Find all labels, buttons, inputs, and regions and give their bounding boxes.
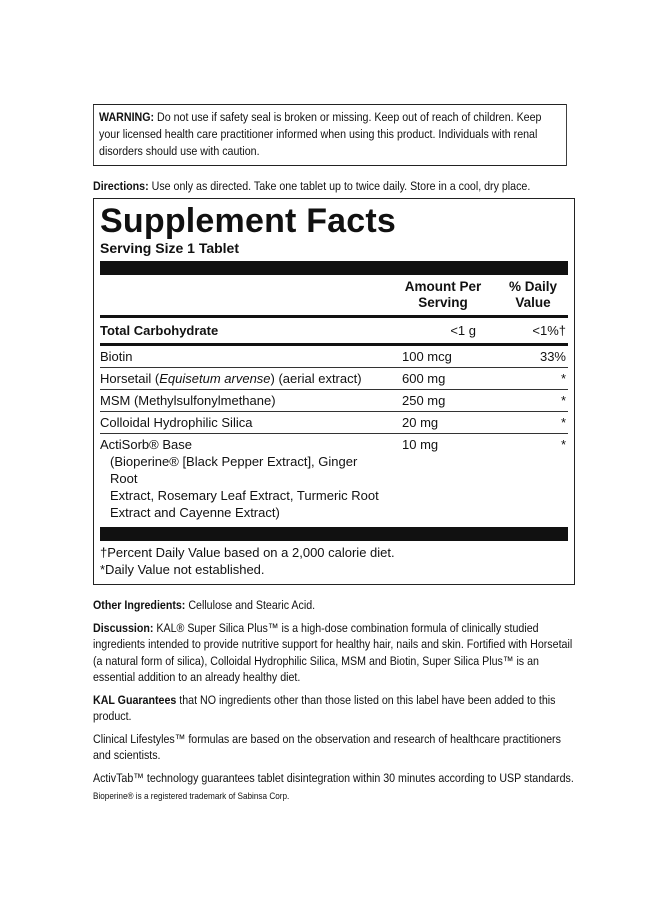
nutrient-dv: * — [560, 437, 566, 452]
nutrient-dv: * — [560, 371, 566, 386]
facts-header-row — [100, 275, 568, 318]
supplement-facts-panel — [93, 198, 575, 585]
nutrient-name: Biotin — [100, 349, 133, 364]
clinical-lifestyles: Clinical Lifestyles™ formulas are based on the observation and research of healthcare practitioners and scientists. — [93, 731, 561, 762]
facts-title: Supplement Facts — [100, 202, 397, 240]
other-ingredients-label: Other Ingredients: — [93, 598, 186, 612]
table-row — [100, 412, 568, 434]
nutrient-name: Horsetail (Equisetum arvense) (aerial extract) — [100, 371, 362, 386]
other-ingredients-text: Cellulose and Stearic Acid. — [185, 598, 316, 612]
directions-label: Directions: — [93, 179, 149, 193]
divider-bar-top — [100, 261, 568, 275]
nutrient-dv: * — [560, 393, 566, 408]
nutrient-dv: <1%† — [532, 323, 566, 338]
label-panel — [93, 104, 575, 803]
nutrient-amount: 100 mcg — [402, 349, 452, 364]
divider-bar-bottom — [100, 527, 568, 541]
table-row — [100, 318, 568, 346]
nutrient-name: MSM (Methylsulfonylmethane) — [100, 393, 276, 408]
nutrient-amount: 10 mg — [402, 437, 439, 452]
nutrient-name: Total Carbohydrate — [100, 323, 219, 338]
nutrient-name: Colloidal Hydrophilic Silica — [100, 415, 253, 430]
nutrient-amount: 600 mg — [402, 371, 446, 386]
actisorb-ingredients: (Bioperine® [Black Pepper Extract], Ginger Root Extract, Rosemary Leaf Extract, Turmeric Root Extract and Cayenne Extract) — [110, 454, 379, 520]
other-ingredients — [93, 597, 575, 614]
activtab: ActivTab™ technology guarantees tablet disintegration within 30 minutes according to USP standards. — [93, 770, 574, 785]
discussion — [93, 620, 575, 686]
table-row — [100, 434, 568, 523]
nutrient-dv: 33% — [539, 349, 566, 364]
nutrient-amount: 250 mg — [402, 393, 446, 408]
guarantee-label: KAL Guarantees — [93, 692, 177, 707]
nutrient-amount: 20 mg — [402, 415, 439, 430]
nutrient-dv: * — [560, 415, 566, 430]
warning-text: Do not use if safety seal is broken or missing. Keep out of reach of children. Keep your licensed health care practitioner informed when using this product. Individuals with renal disorders should use with caution. — [99, 110, 542, 158]
guarantee-text: that NO ingredients other than those listed on this label have been added to this product. — [93, 692, 556, 723]
discussion-label: Discussion: — [93, 620, 154, 635]
discussion-text: KAL® Super Silica Plus™ is a high-dose combination formula of clinically studied ingredients intended to provide nutritive support for healthy hair, nails and skin. Fortified with Horsetail (a natural form of silica), Colloidal Hydrophilic Silica, MSM and Biotin, Super Silica Plus™ is an essential addition to an already healthy diet. — [93, 620, 573, 684]
nutrient-name: ActiSorb® Base (Bioperine® [Black Pepper Extract], Ginger Root Extract, Rosemary Leaf Extract, Turmeric Root Extract and Cayenne Extract) — [100, 436, 388, 521]
directions-text: Use only as directed. Take one tablet up to twice daily. Store in a cool, dry place. — [148, 179, 531, 193]
footnotes — [100, 541, 568, 578]
footnote-dv-not-established: *Daily Value not established. — [100, 562, 265, 577]
warning-label: WARNING: — [99, 110, 155, 124]
trademark-note: Bioperine® is a registered trademark of Sabinsa Corp. — [93, 791, 290, 802]
serving-size: Serving Size 1 Tablet — [100, 240, 240, 256]
table-row — [100, 390, 568, 412]
table-row — [100, 368, 568, 390]
nutrient-amount: <1 g — [450, 323, 476, 338]
warning-box — [93, 104, 567, 166]
table-row — [100, 346, 568, 368]
daily-value-header: % Daily Value — [508, 279, 558, 310]
guarantee — [93, 692, 575, 725]
footnote-percent-dv: †Percent Daily Value based on a 2,000 calorie diet. — [100, 545, 395, 560]
directions — [93, 178, 575, 194]
amount-per-serving-header: Amount Per Serving — [404, 279, 482, 310]
